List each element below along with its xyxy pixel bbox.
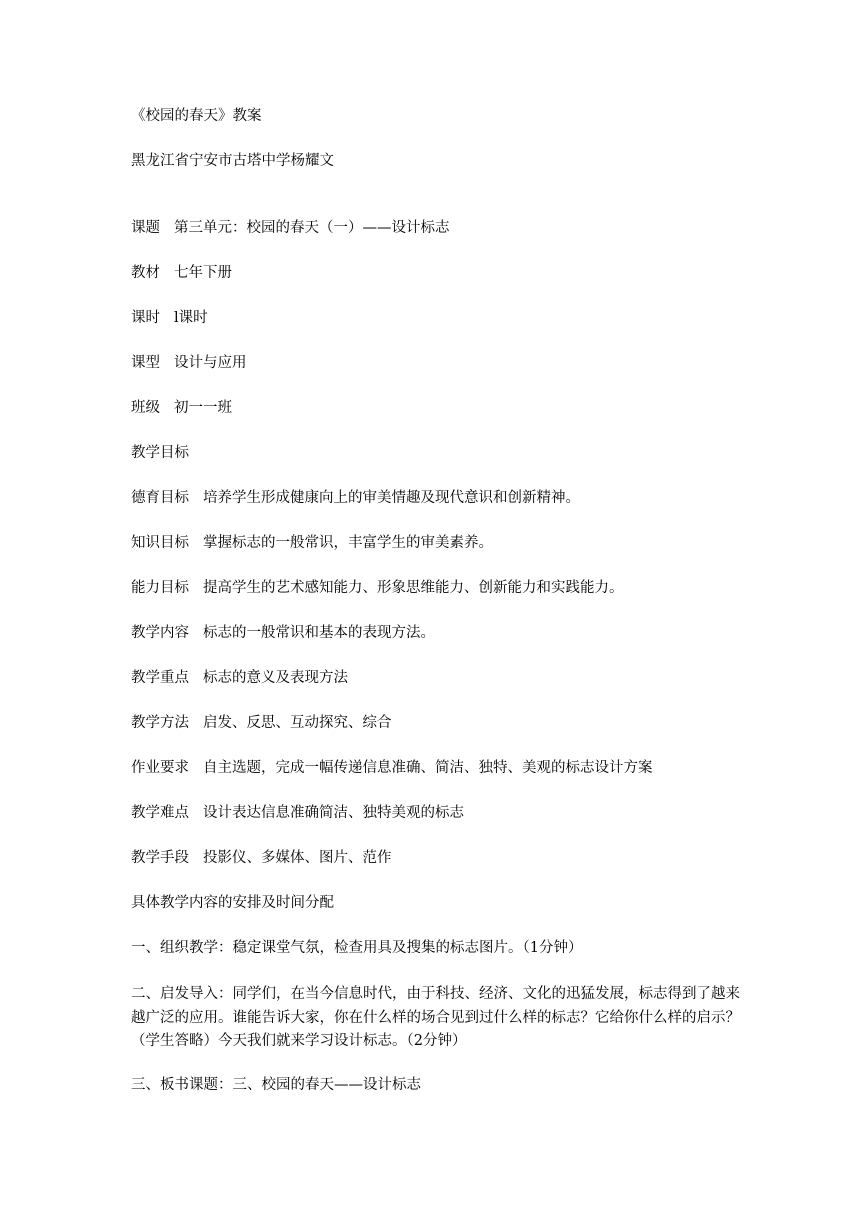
goal-label: 教学重点 xyxy=(131,670,189,686)
goal-means xyxy=(131,846,751,870)
schedule-heading: 具体教学内容的安排及时间分配 xyxy=(131,895,334,911)
goal-label: 教学方法 xyxy=(131,715,189,731)
field-label: 课题 xyxy=(131,220,160,236)
goal-value: 设计表达信息准确简洁、独特美观的标志 xyxy=(203,805,464,821)
goal-ability xyxy=(131,576,751,600)
goal-focus xyxy=(131,666,751,690)
goal-method xyxy=(131,711,751,735)
goal-value: 培养学生形成健康向上的审美情趣及现代意识和创新精神。 xyxy=(203,490,580,506)
goal-homework xyxy=(131,756,751,780)
goal-value: 标志的一般常识和基本的表现方法。 xyxy=(203,625,435,641)
field-value: 七年下册 xyxy=(174,265,232,281)
goal-label: 能力目标 xyxy=(131,580,189,596)
goal-knowledge xyxy=(131,531,751,555)
step-paragraph: 三、板书课题：三、校园的春天——设计标志 xyxy=(131,1077,421,1093)
field-class xyxy=(131,396,751,420)
field-label: 课型 xyxy=(131,355,160,371)
field-value: l课时 xyxy=(174,310,208,326)
field-value: 初一一班 xyxy=(174,400,232,416)
document-title: 《校园的春天》教案 xyxy=(131,108,262,124)
goal-label: 教学手段 xyxy=(131,850,189,866)
goal-value: 标志的意义及表现方法 xyxy=(203,670,348,686)
step-paragraph: 二、启发导入：同学们，在当今信息时代，由于科技、经济、文化的迅猛发展，标志得到了越来越广泛的应用。谁能告诉大家，你在什么样的场合见到过什么样的标志？它给你什么样的启示？（学生答略）今天我们就来学习设计标志。（2分钟） xyxy=(131,986,740,1049)
field-label: 课时 xyxy=(131,310,160,326)
goal-moral xyxy=(131,486,751,510)
goal-value: 投影仪、多媒体、图片、范作 xyxy=(203,850,392,866)
field-label: 教材 xyxy=(131,265,160,281)
goal-label: 知识目标 xyxy=(131,535,189,551)
field-value: 设计与应用 xyxy=(174,355,247,371)
goals-heading: 教学目标 xyxy=(131,445,189,461)
field-textbook xyxy=(131,261,751,285)
field-lesson-type xyxy=(131,351,751,375)
goal-label: 教学难点 xyxy=(131,805,189,821)
step-paragraph: 一、组织教学：稳定课堂气氛，检查用具及搜集的标志图片。（1分钟） xyxy=(131,940,583,956)
field-label: 班级 xyxy=(131,400,160,416)
goal-difficulty xyxy=(131,801,751,825)
goal-label: 作业要求 xyxy=(131,760,189,776)
goal-content xyxy=(131,621,751,645)
goal-value: 自主选题，完成一幅传递信息准确、简洁、独特、美观的标志设计方案 xyxy=(203,760,653,776)
goal-value: 启发、反思、互动探究、综合 xyxy=(203,715,392,731)
goal-label: 教学内容 xyxy=(131,625,189,641)
goal-value: 掌握标志的一般常识，丰富学生的审美素养。 xyxy=(203,535,493,551)
field-value: 第三单元：校园的春天（一）——设计标志 xyxy=(174,220,450,236)
field-topic xyxy=(131,216,751,240)
document-author: 黑龙江省宁安市古塔中学杨耀文 xyxy=(131,153,334,169)
goal-value: 提高学生的艺术感知能力、形象思维能力、创新能力和实践能力。 xyxy=(203,580,624,596)
field-hours xyxy=(131,306,751,330)
goal-label: 德育目标 xyxy=(131,490,189,506)
